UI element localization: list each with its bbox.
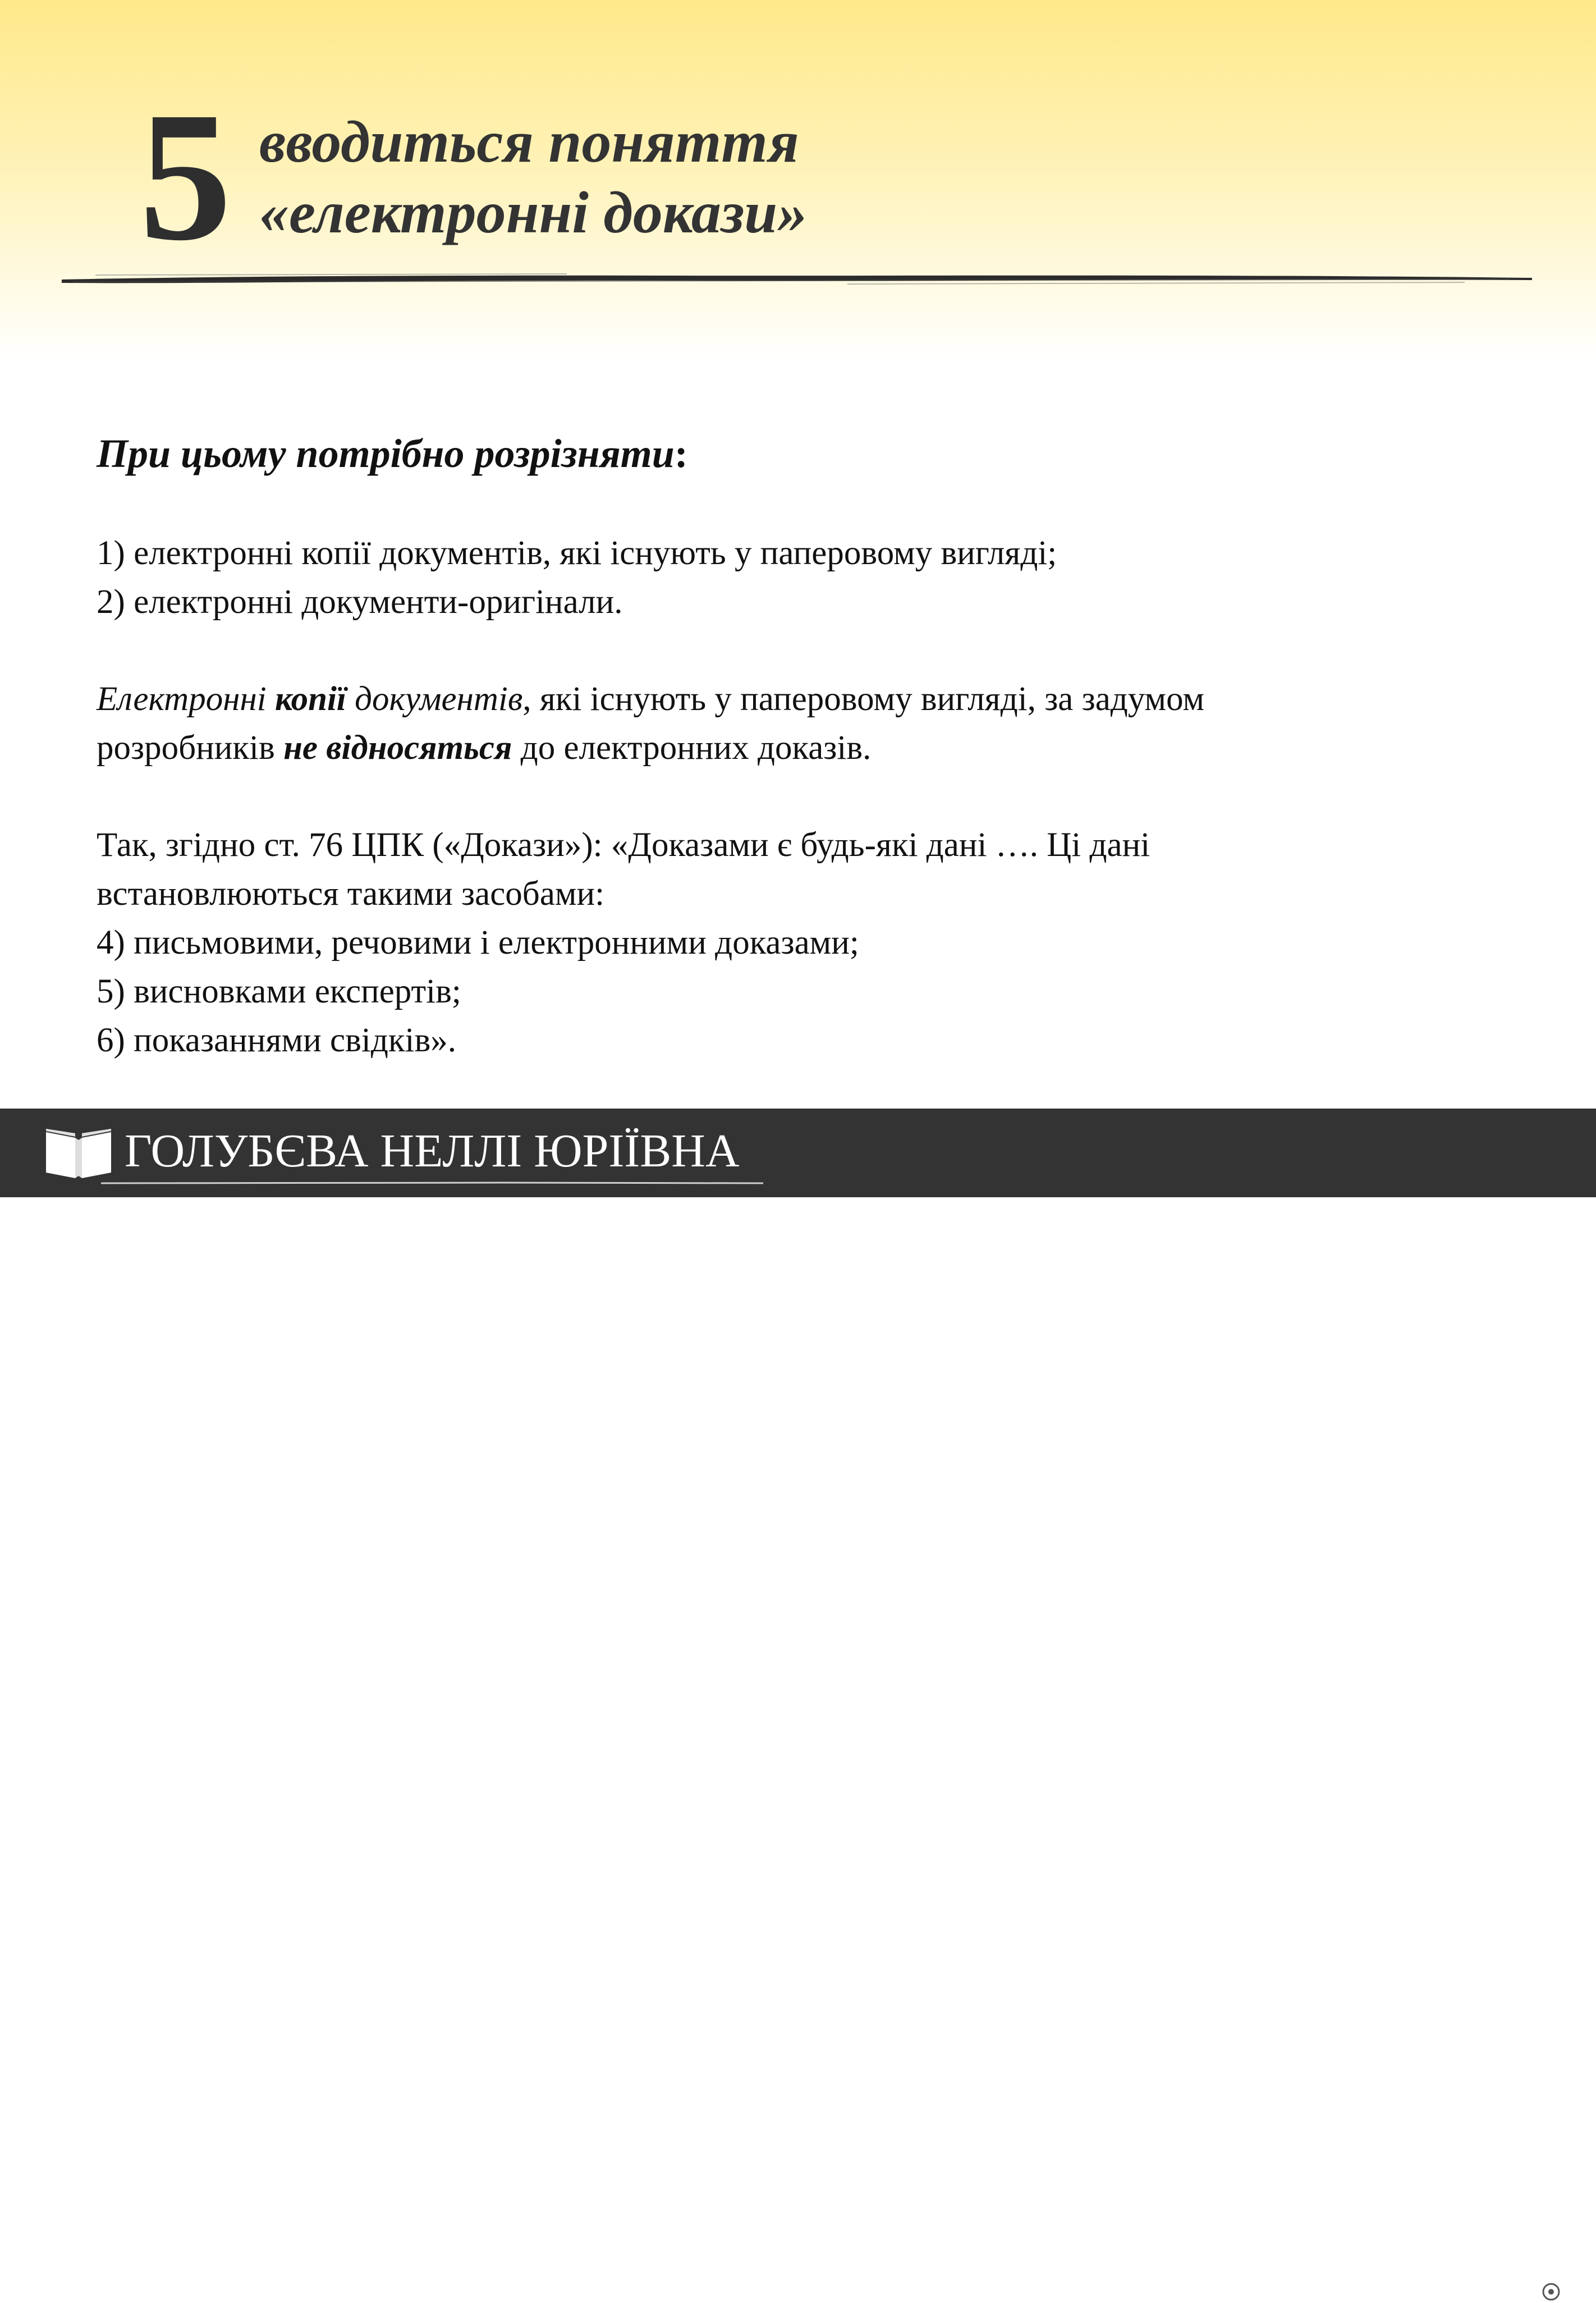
law-quote-paragraph <box>97 821 1533 1065</box>
italic-text: документів <box>346 680 523 718</box>
body-subheading <box>97 427 1533 480</box>
slide-header <box>0 0 1596 314</box>
slide-title-line-1: вводиться поняття <box>259 109 799 175</box>
quote-line: 5) висновками експертів; <box>97 973 461 1010</box>
book-icon <box>44 1127 113 1179</box>
emphasis-text: не відносяться <box>283 729 512 767</box>
footer-underline <box>101 1180 763 1186</box>
brush-stroke-divider <box>62 268 1532 289</box>
quote-line: 6) показаннями свідків». <box>97 1022 457 1059</box>
slide-title <box>259 107 807 248</box>
copies-paragraph <box>97 675 1533 772</box>
list-item: 2) електронні документи-оригінали. <box>97 583 623 621</box>
quote-line: Так, згідно ст. 76 ЦПК («Докази»): «Доказами є будь-які дані …. Ці дані <box>97 826 1150 864</box>
regular-text: , які існують у паперовому вигляді, за задумом <box>522 680 1205 718</box>
slide-title-line-2: «електронні докази» <box>259 180 808 245</box>
italic-text: Електронні <box>97 680 275 718</box>
copies-paragraph-line-2 <box>97 724 1533 772</box>
emphasis-text: копії <box>274 680 346 718</box>
corner-logo-icon <box>1540 2281 1562 2303</box>
slide-footer <box>0 1109 1596 1197</box>
copies-paragraph-line-1 <box>97 675 1533 724</box>
section-number: 5 <box>139 74 228 279</box>
regular-text: до електронних доказів. <box>512 729 872 767</box>
quote-line: 4) письмовими, речовими і електронними доказами; <box>97 924 859 962</box>
list-item: 1) електронні копії документів, які існують у паперовому вигляді; <box>97 534 1057 572</box>
subheading-text: При цьому потрібно розрізняти <box>97 431 675 476</box>
distinction-list <box>97 529 1533 626</box>
quote-line: встановлюються такими засобами: <box>97 875 605 913</box>
subheading-colon: : <box>674 431 688 476</box>
author-name: ГОЛУБЄВА НЕЛЛІ ЮРІЇВНА <box>125 1125 740 1177</box>
slide-body <box>97 427 1533 1065</box>
regular-text: розробників <box>97 729 284 767</box>
